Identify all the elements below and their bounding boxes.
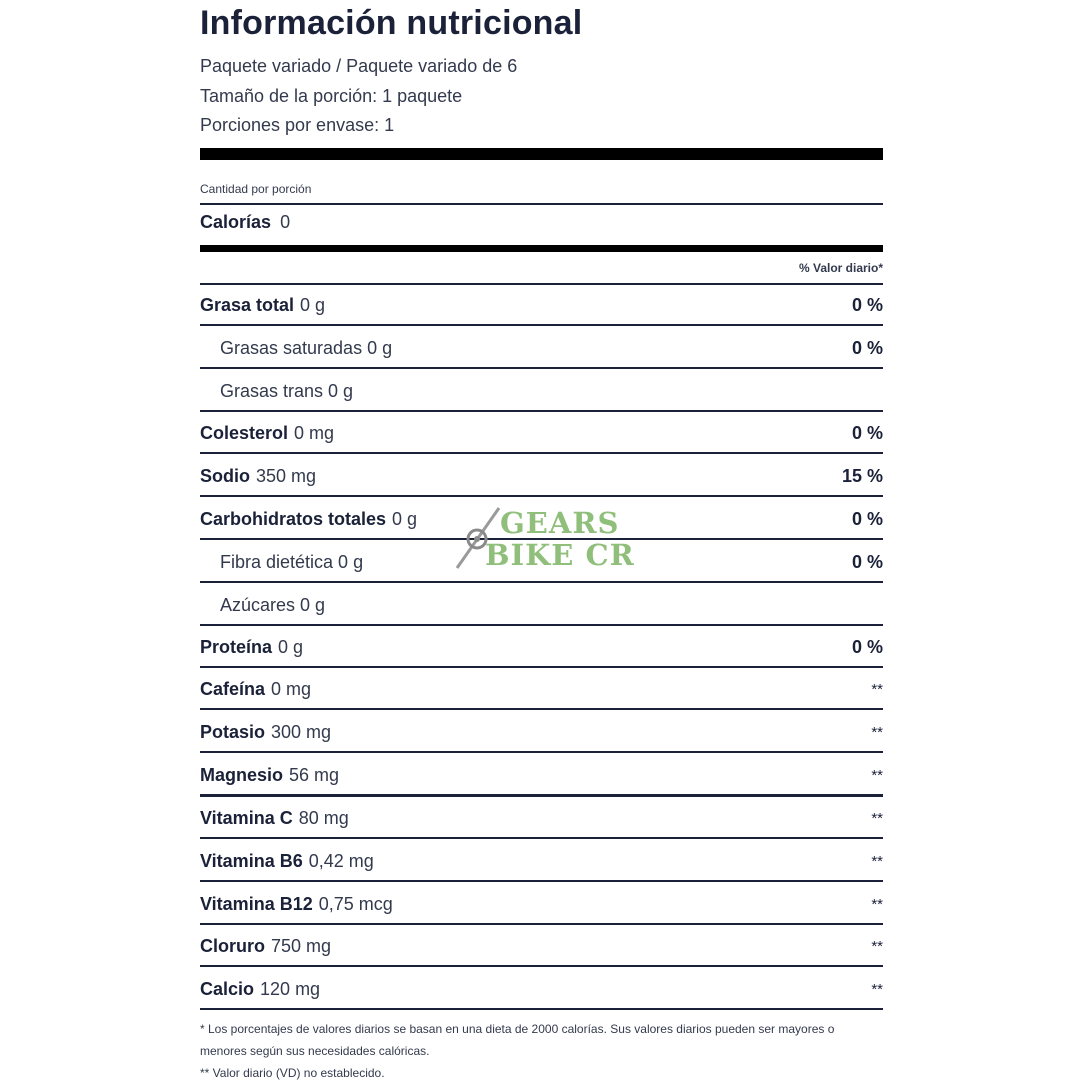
calories-row [200, 212, 290, 233]
nutrient-name: Vitamina B6 0,42 mg [200, 851, 374, 871]
nutrient-row [200, 798, 883, 839]
page-title: Información nutricional [200, 4, 583, 42]
daily-value-footnote: * Los porcentajes de valores diarios se basan en una dieta de 2000 calorías. Sus valores diarios pueden ser mayores o menores según sus necesidades calóricas. [200, 1022, 835, 1058]
daily-value: ** [871, 681, 883, 698]
nutrient-name: Sodio 350 mg [200, 466, 317, 486]
nutrient-name: Vitamina C 80 mg [200, 808, 349, 828]
nutrient-row [200, 969, 883, 1010]
nutrient-row [200, 926, 883, 967]
nutrient-row [200, 669, 883, 710]
servings-per-container: Porciones por envase: 1 [200, 115, 395, 135]
nutrient-row [200, 755, 883, 796]
nutrient-name: Calcio 120 mg [200, 979, 321, 999]
nutrient-row [200, 285, 883, 326]
nutrient-name: Potasio 300 mg [200, 722, 332, 742]
calories-label: Calorías [200, 212, 272, 232]
watermark-line2: BIKE CR [485, 538, 635, 572]
daily-value: ** [871, 896, 883, 913]
daily-value: 0 % [851, 295, 883, 315]
daily-value: 0 % [851, 423, 883, 443]
nutrient-name: Vitamina B12 0,75 mcg [200, 894, 393, 914]
daily-value: 0 % [851, 552, 883, 572]
nutrient-name: Grasas trans 0 g [220, 381, 354, 401]
daily-value-header: % Valor diario* [798, 261, 883, 275]
daily-value: ** [871, 853, 883, 870]
daily-value: ** [871, 938, 883, 955]
nutrient-row [200, 627, 883, 668]
nutrient-name: Fibra dietética 0 g [220, 552, 364, 572]
nutrient-row [200, 413, 883, 454]
nutrient-name: Grasa total 0 g [200, 295, 326, 315]
medium-divider [200, 245, 883, 252]
daily-value: 0 % [851, 509, 883, 529]
nutrient-name: Colesterol 0 mg [200, 423, 335, 443]
daily-value: 15 % [841, 466, 883, 486]
thick-divider [200, 148, 883, 160]
nutrient-name: Cloruro 750 mg [200, 936, 332, 956]
amount-per-serving: Cantidad por porción [200, 182, 312, 196]
nutrient-row [200, 884, 883, 925]
nutrient-row [200, 456, 883, 497]
nutrient-row [200, 328, 883, 369]
nutrient-name: Azúcares 0 g [220, 595, 326, 615]
daily-value: 0 % [851, 637, 883, 657]
watermark-line1: GEARS [500, 506, 620, 540]
nutrient-name: Carbohidratos totales 0 g [200, 509, 418, 529]
gears-bike-watermark [455, 506, 635, 572]
nutrient-name: Cafeína 0 mg [200, 679, 312, 699]
nutrient-row [200, 371, 883, 412]
nutrient-row [200, 841, 883, 882]
daily-value: ** [871, 981, 883, 998]
not-established-footnote: ** Valor diario (VD) no establecido. [200, 1066, 385, 1080]
nutrient-row [200, 712, 883, 753]
package-info: Paquete variado / Paquete variado de 6 [200, 56, 518, 76]
serving-size: Tamaño de la porción: 1 paquete [200, 86, 463, 106]
daily-value: 0 % [851, 338, 883, 358]
divider [200, 203, 883, 205]
nutrient-name: Proteína 0 g [200, 637, 304, 657]
nutrient-row [200, 585, 883, 626]
daily-value: ** [871, 810, 883, 827]
daily-value: ** [871, 767, 883, 784]
calories-value: 0 [280, 212, 291, 232]
daily-value: ** [871, 724, 883, 741]
nutrient-name: Grasas saturadas 0 g [220, 338, 393, 358]
nutrient-name: Magnesio 56 mg [200, 765, 340, 785]
